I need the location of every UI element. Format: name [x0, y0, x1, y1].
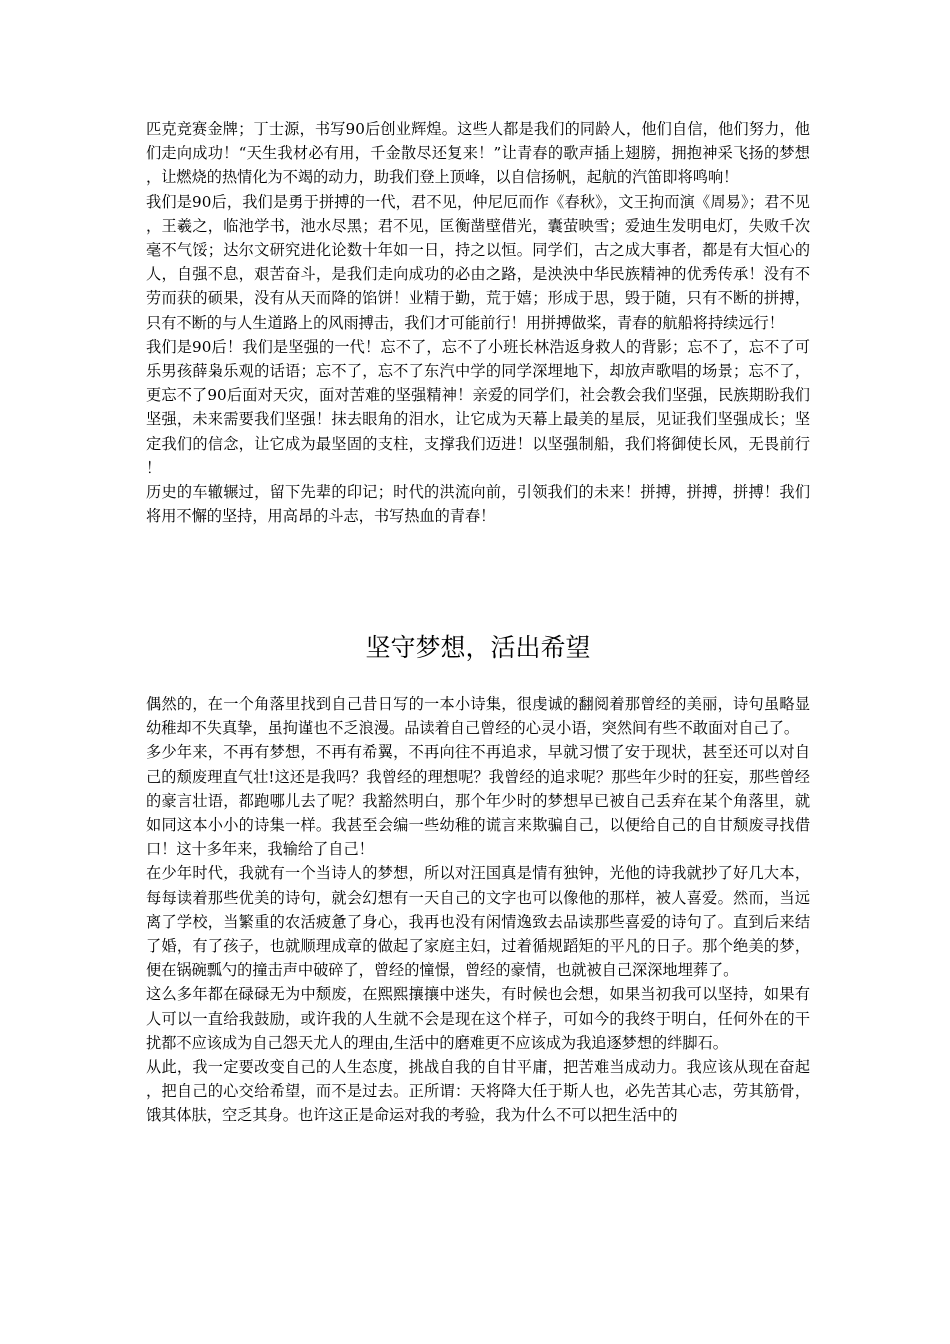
paragraph: 这么多年都在碌碌无为中颓废，在熙熙攘攘中迷失，有时候也会想，如果当初我可以坚持，如果有人可以一直给我鼓励，或许我的人生就不会是现在这个样子，可如今的我终于明白，任何外在的干扰都不应该成为自己怨天尤人的理由,生活中的磨难更不应该成为我追逐梦想的绊脚石。: [146, 985, 810, 1052]
paragraph: 我们是90后，我们是勇于拼搏的一代，君不见，仲尼厄而作《春秋》，文王拘而演《周易》；君不见，王羲之，临池学书，池水尽黑；君不见，匡衡凿壁借光，囊萤映雪；爱迪生发明电灯，失败千次毫不气馁；达尔文研究进化论数十年如一日，持之以恒。同学们，古之成大事者，都是有大恒心的人，自强不息，艰苦奋斗，是我们走向成功的必由之路，是泱泱中华民族精神的优秀传承！没有不劳而获的硕果，没有从天而降的馅饼！业精于勤，荒于嬉；形成于思，毁于随，只有不断的拼搏，只有不断的与人生道路上的风雨搏击，我们才可能前行！用拼搏做桨，青春的航船将持续远行！: [146, 192, 810, 332]
paragraph: 多少年来，不再有梦想，不再有希翼，不再向往不再追求，早就习惯了安于现状，甚至还可以对自己的颓废理直气壮!这还是我吗？我曾经的理想呢？我曾经的追求呢？那些年少时的狂妄，那些曾经的豪言壮语，都跑哪儿去了呢？我豁然明白，那个年少时的梦想早已被自己丢弃在某个角落里，就如同这本小小的诗集一样。我甚至会编一些幼稚的谎言来欺骗自己，以便给自己的自甘颓废寻找借口！这十多年来，我输给了自己！: [146, 743, 810, 859]
essay-section-2: [146, 692, 810, 1128]
paragraph: 从此，我一定要改变自己的人生态度，挑战自我的自甘平庸，把苦难当成动力。我应该从现在奋起，把自己的心交给希望，而不是过去。正所谓：天将降大任于斯人也，必先苦其心志，劳其筋骨，饿其体肤，空乏其身。也许这正是命运对我的考验，我为什么不可以把生活中的: [146, 1058, 810, 1125]
paragraph: 偶然的，在一个角落里找到自己昔日写的一本小诗集，很虔诚的翻阅着那曾经的美丽，诗句虽略显幼稚却不失真挚，虽拘谨也不乏浪漫。品读着自己曾经的心灵小语，突然间有些不敢面对自己了。: [146, 695, 810, 738]
paragraph: 历史的车辙辗过，留下先辈的印记；时代的洪流向前，引领我们的未来！拼搏，拼搏，拼搏！我们将用不懈的坚持，用高昂的斗志，书写热血的青春！: [146, 483, 810, 526]
essay-title: 坚守梦想，活出希望: [365, 633, 591, 662]
essay-section-1: [146, 117, 810, 528]
paragraph: 我们是90后！我们是坚强的一代！忘不了，忘不了小班长林浩返身救人的背影；忘不了，忘不了可乐男孩薛枭乐观的话语；忘不了，忘不了东汽中学的同学深埋地下，却放声歌唱的场景；忘不了，更忘不了90后面对天灾，面对苦难的坚强精神！亲爱的同学们，社会教会我们坚强，民族期盼我们坚强，未来需要我们坚强！抹去眼角的泪水，让它成为天幕上最美的星辰，见证我们坚强成长；坚定我们的信念，让它成为最坚固的支柱，支撑我们迈进！以坚强制船，我们将御使长风，无畏前行！: [146, 337, 810, 477]
paragraph: 在少年时代，我就有一个当诗人的梦想，所以对汪国真是情有独钟，光他的诗我就抄了好几大本，每每读着那些优美的诗句，就会幻想有一天自己的文字也可以像他的那样，被人喜爱。然而，当远离了学校，当繁重的农活疲惫了身心，我再也没有闲情逸致去品读那些喜爱的诗句了。直到后来结了婚，有了孩子，也就顺理成章的做起了家庭主妇，过着循规蹈矩的平凡的日子。那个绝美的梦，便在锅碗瓢勺的撞击声中破碎了，曾经的憧憬，曾经的豪情，也就被自己深深地埋葬了。: [146, 864, 810, 980]
paragraph: 匹克竞赛金牌；丁士源，书写90后创业辉煌。这些人都是我们的同龄人，他们自信，他们努力，他们走向成功！“天生我材必有用，千金散尽还复来！”让青春的歌声插上翅膀，拥抱神采飞扬的梦想，让燃烧的热情化为不竭的动力，助我们登上顶峰，以自信扬帆，起航的汽笛即将鸣响！: [146, 120, 810, 187]
